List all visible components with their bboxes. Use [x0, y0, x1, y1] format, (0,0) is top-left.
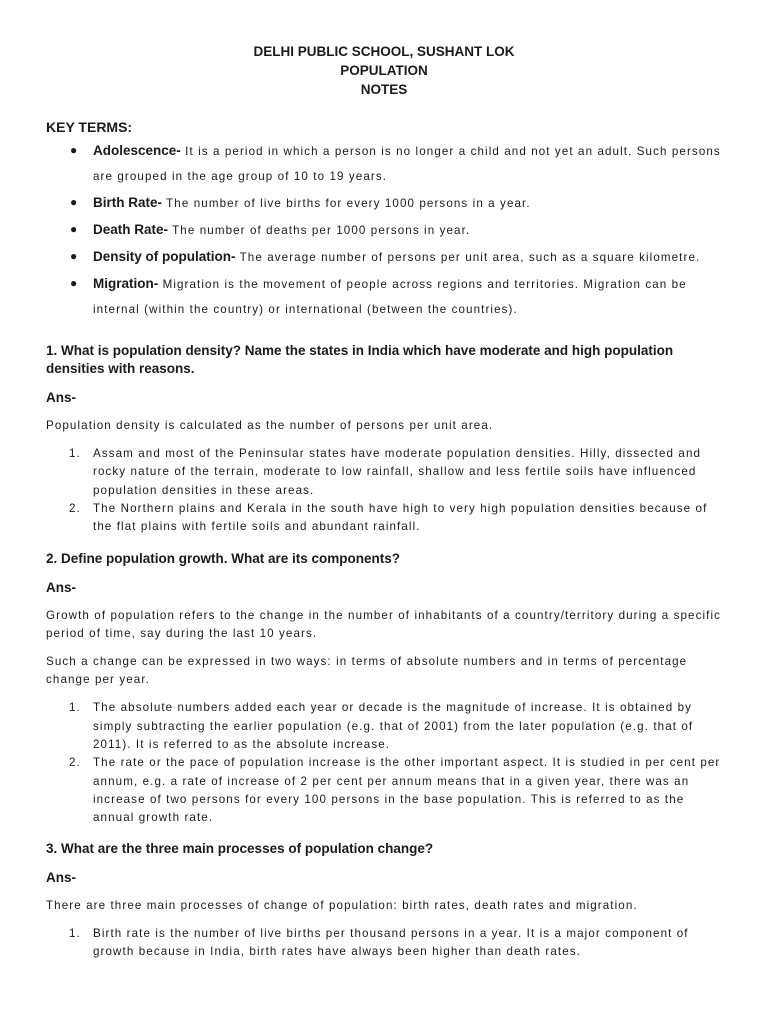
answer-paragraph: Growth of population refers to the change in the number of inhabitants of a country/territory during a specific period of time, say during the last 10 years.: [46, 609, 722, 641]
answer-list: [46, 925, 722, 962]
list-item: [46, 445, 722, 500]
question-1: 1. What is population density? Name the states in India which have moderate and high population densities with reasons.: [46, 343, 674, 376]
term-definition: The average number of persons per unit area, such as a square kilometre.: [235, 251, 701, 264]
key-terms-heading: KEY TERMS:: [46, 119, 133, 135]
answer-list: [46, 699, 722, 827]
document-type: NOTES: [360, 82, 408, 97]
term-name: Birth Rate-: [93, 195, 163, 210]
answer-label: Ans-: [46, 580, 76, 596]
answer-label: Ans-: [46, 869, 76, 885]
key-term-item: [46, 217, 722, 243]
subject-title: POPULATION: [340, 63, 428, 78]
document-header: [46, 42, 722, 99]
school-name: DELHI PUBLIC SCHOOL, SUSHANT LOK: [253, 44, 515, 59]
list-item: [46, 500, 722, 537]
term-name: Migration-: [93, 276, 159, 291]
bullet-icon: ●: [70, 222, 78, 236]
term-definition: Migration is the movement of people across regions and territories. Migration can be internal (within the country) or international (between the countries).: [93, 278, 687, 316]
question-3: 3. What are the three main processes of population change?: [46, 840, 434, 856]
answer-paragraph: There are three main processes of change of population: birth rates, death rates and migration.: [46, 898, 638, 912]
term-name: Death Rate-: [93, 222, 169, 237]
bullet-icon: ●: [70, 143, 78, 157]
list-text: The rate or the pace of population increase is the other important aspect. It is studied in per cent per annum, e.g. a rate of increase of 2 per cent per annum means that in a given year, there was an increase of two persons for every 100 persons in the base population. This is referred to as the annual growth rate.: [93, 756, 721, 825]
key-terms-list: [46, 138, 722, 322]
list-item: [46, 754, 722, 827]
answer-paragraph: Such a change can be expressed in two ways: in terms of absolute numbers and in terms of percentage change per year.: [46, 655, 688, 687]
answer-list: [46, 445, 722, 536]
list-item: [46, 699, 722, 754]
list-number: 1.: [69, 701, 81, 715]
bullet-icon: ●: [70, 249, 78, 263]
list-number: 2.: [69, 756, 81, 770]
key-term-item: [46, 138, 722, 189]
bullet-icon: ●: [70, 195, 78, 209]
list-number: 1.: [69, 926, 81, 940]
answer-label: Ans-: [46, 390, 76, 405]
key-term-item: [46, 271, 722, 322]
term-definition: The number of live births for every 1000 persons in a year.: [162, 197, 531, 210]
term-name: Density of population-: [93, 249, 236, 264]
question-2: 2. Define population growth. What are its components?: [46, 551, 401, 567]
key-term-item: [46, 190, 722, 216]
list-text: The Northern plains and Kerala in the south have high to very high population densities because of the flat plains with fertile soils and abundant rainfall.: [93, 501, 708, 534]
answer-paragraph: Population density is calculated as the number of persons per unit area.: [46, 419, 494, 432]
list-item: [46, 925, 722, 962]
term-name: Adolescence-: [93, 143, 181, 158]
list-text: The absolute numbers added each year or decade is the magnitude of increase. It is obtained by simply subtracting the earlier population (e.g. that of 2001) from the later population (e.g. that of 2011). It is referred to as the absolute increase.: [93, 701, 694, 752]
term-definition: It is a period in which a person is no longer a child and not yet an adult. Such persons are grouped in the age group of 10 to 19 years.: [93, 145, 721, 183]
key-term-item: [46, 244, 722, 270]
list-text: Assam and most of the Peninsular states have moderate population densities. Hilly, dissected and rocky nature of the terrain, moderate to low rainfall, shallow and less fertile soils have influenced population densities in these areas.: [93, 447, 702, 497]
list-number: 1.: [69, 447, 81, 460]
term-definition: The number of deaths per 1000 persons in year.: [168, 224, 471, 237]
bullet-icon: ●: [70, 276, 78, 290]
list-number: 2.: [69, 501, 81, 515]
list-text: Birth rate is the number of live births per thousand persons in a year. It is a major component of growth because in India, birth rates have always been higher than death rates.: [93, 926, 689, 958]
